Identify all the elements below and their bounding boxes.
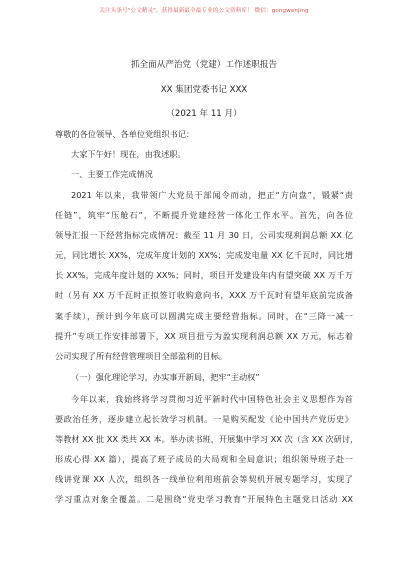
paragraph-line: 2021 年以来，我带领广大党员干部闻令而动，把正“方向盘”，锻紧“责 bbox=[71, 190, 353, 200]
doc-date: （2021 年 11 月） bbox=[166, 109, 242, 119]
paragraph-line: 长 XX%，完成年度计划的 XX%；同时，项目开发建设年内有望突破 XX 万千万 bbox=[55, 270, 353, 280]
doc-author: XX 集团党委书记 XXX bbox=[160, 85, 248, 95]
paragraph-line: 提升”专项工作安排部署下，XX 项目扭亏为盈实现利润总额 XX 万元，标志着 bbox=[55, 331, 353, 341]
paragraph-line: 案手续），预计到今年底可以圆满完成主要经营指标。同时，在“三降一减一 bbox=[55, 311, 353, 321]
paragraph-line: 任链”，筑牢“压舱石”，不断提升党建经营一体化工作水平。首先，向各位 bbox=[55, 210, 353, 220]
paragraph-line: 时（另有 XX 万千瓦时正拟签订收购意向书，XXX 万千瓦时有望年底前完成备 bbox=[55, 290, 353, 300]
promo-text: 关注头条号"公文精灵"，获得最新最全最专业的公文资料库！ 微信：gongwenjing bbox=[99, 8, 309, 14]
paragraph-line: 线讲党课 XX 人次，组织各一线单位利用班前会等契机开展专题学习，实现了 bbox=[55, 474, 353, 484]
paragraph-line: 等教材 XX 批 XX 类共 XX 本。举办读书班，开展集中学习 XX 次（含 XX 次研讨， bbox=[55, 434, 359, 444]
paragraph-line: 今年以来，我始终将学习贯彻习近平新时代中国特色社会主义思想作为首 bbox=[71, 394, 353, 404]
paragraph-line: 学习重点对象全覆盖。二是围绕“党史学习教育”开展特色主题党日活动 XX bbox=[55, 494, 353, 504]
paragraph-line: 形成心得 XX 篇），提高了班子成员的大局观和全局意识；组织领导班子赴一 bbox=[55, 454, 353, 464]
promo-banner bbox=[0, 0, 408, 14]
paragraph-line: 元，同比增长 XX%，完成年度计划的 XX%；完成发电量 XX 亿千瓦时，同比增 bbox=[55, 250, 353, 260]
paragraph-line: 公司实现了所有经营管理项目全部盈利的目标。 bbox=[55, 351, 227, 361]
section-heading: 一、主要工作完成情况 bbox=[71, 169, 153, 179]
greeting: 尊敬的各位领导、各单位党组织书记： bbox=[55, 129, 195, 139]
paragraph-line: 领导汇报一下经营指标完成情况：截至 11 月 30 日，公司实现利润总额 XX 亿 bbox=[55, 230, 353, 240]
opening-line: 大家下午好！现在，由我述职。 bbox=[71, 149, 186, 159]
subsection-heading: （一）强化理论学习，办实事开新局，把牢“主动权” bbox=[71, 372, 260, 382]
doc-title: 抓全面从严治党（党建）工作述职报告 bbox=[130, 60, 278, 70]
paragraph-line: 要政治任务，逐步建立起长效学习机制。一是购买配发《论中国共产党历史》 bbox=[55, 414, 353, 424]
